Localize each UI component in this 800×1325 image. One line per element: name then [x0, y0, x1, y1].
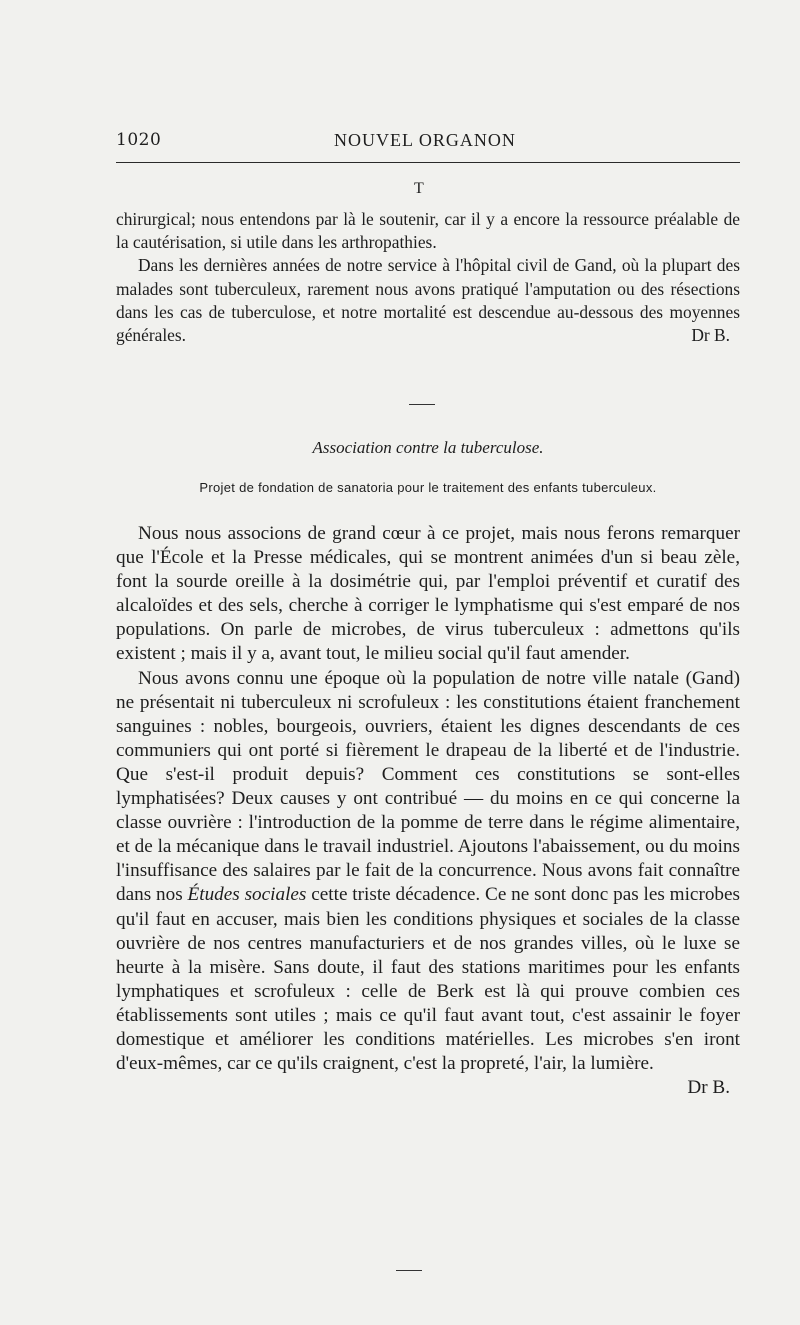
- paragraph: chirurgical; nous entendons par là le soutenir, car il y a encore la ressource préalable de la cautérisation, si utile dans les arthropathies.: [116, 209, 740, 253]
- page-header: [116, 128, 740, 162]
- paragraph-text: Nous avons connu une époque où la population de notre ville natale (Gand) ne présentait ni tuberculeux ni scrofuleux : les constitutions étaient franchement sanguines : nobles, bourgeois, ouvriers, étaient les dignes descendants de ces communiers qui ont porté si fièrement le drapeau de la liberté et de l'industrie. Que s'est-il produit depuis? Comment ces constitutions se sont-elles lymphatisées? Deux causes y ont contribué — du moins en ce qui concerne la classe ouvrière : l'introduction de la pomme de terre dans le régime alimentaire, et de la mécanique dans le travail industriel. Ajoutons l'abaissement, ou du moins l'insuffisance des salaires par le fait de la concurrence. Nous avons fait connaître dans nos: [116, 667, 740, 906]
- paragraph-text: cette triste décadence. Ce ne sont donc pas les microbes qu'il faut en accuser, mais bien les conditions physiques et sociales de la classe ouvrière de nos centres manufacturiers et de nos grandes villes, où le luxe se heurte à la misère. Sans doute, il faut des stations maritimes pour les enfants lymphatiques et scrofuleux : celle de Berk est là qui prouve combien ces établissements sont utiles ; mais ce qu'il faut avant tout, c'est assainir le foyer domestique et améliorer les conditions matérielles. Les microbes s'en iront d'eux-mêmes, car ce qu'ils craignent, c'est la propreté, l'air, la lumière.: [116, 884, 741, 1075]
- section-divider: [409, 404, 435, 405]
- paragraph: Nous nous associons de grand cœur à ce projet, mais nous ferons remarquer que l'École et la Presse médicales, qui se montrent animées d'un si beau zèle, font la sourde oreille à la dosimétrie qui, par l'emploi préventif et curatif des alcaloïdes et des sels, cherche à corriger le lymphatisme qui s'est emparé de nos populations. On parle de microbes, de virus tuberculeux : admettons qu'ils existent ; mais il y a, avant tout, le milieu social qu'il faut amender.: [116, 523, 740, 665]
- article-continuation: [116, 208, 740, 347]
- page-number: 1020: [116, 130, 162, 150]
- paragraph-text: Dans les dernières années de notre service à l'hôpital civil de Gand, où la plupart des malades sont tuberculeux, rarement nous avons pratiqué l'amputation ou des résections dans les cas de tuberculose, et notre mortalité est descendue au-dessous des moyennes générales.: [116, 255, 740, 346]
- section-divider: [396, 1270, 422, 1271]
- section-letter: T: [414, 180, 424, 197]
- signature: Dr B.: [691, 325, 730, 346]
- italic-reference: Études sociales: [187, 884, 307, 906]
- article-title: Association contre la tuberculose.: [312, 438, 544, 457]
- article-subtitle: Projet de fondation de sanatoria pour le traitement des enfants tuberculeux.: [199, 480, 657, 495]
- header-rule: [116, 162, 740, 163]
- paragraph: [116, 667, 740, 1077]
- signature: Dr B.: [687, 1077, 730, 1099]
- article-body: [116, 522, 740, 1100]
- running-title: NOUVEL ORGANON: [334, 130, 516, 150]
- paragraph: [116, 254, 740, 347]
